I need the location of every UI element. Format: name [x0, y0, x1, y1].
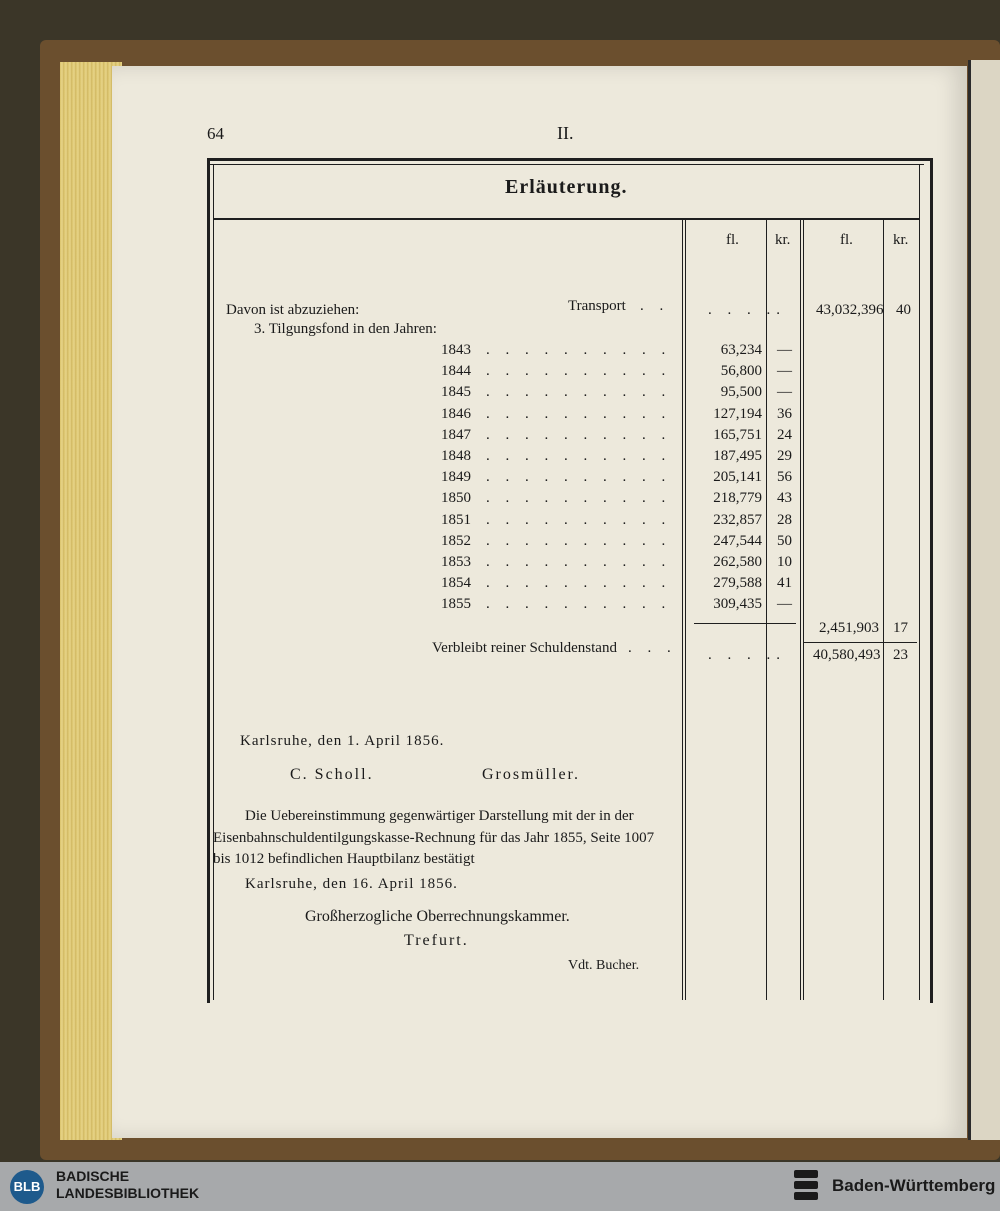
year-fl: 165,751	[713, 427, 762, 443]
year-fl: 279,588	[713, 575, 762, 591]
year-label: 1848	[441, 448, 471, 464]
blb-name-line-2: LANDESBIBLIOTHEK	[56, 1185, 200, 1201]
year-dots: . . . . . . . . . .	[486, 448, 672, 464]
year-label: 1849	[441, 469, 471, 485]
signer-scholl: C. Scholl.	[290, 766, 374, 783]
year-kr: 36	[777, 406, 792, 422]
year-kr: 28	[777, 512, 792, 528]
year-fl: 56,800	[720, 363, 762, 379]
subtotal-rule	[694, 623, 796, 624]
col-header-fl-1: fl.	[726, 232, 739, 248]
year-dots: . . . . . . . . . .	[486, 490, 672, 506]
year-dots: . . . . . . . . . .	[486, 575, 672, 591]
year-dots: . . . . . . . . . .	[486, 363, 672, 379]
year-fl: 95,500	[720, 384, 762, 400]
section-number: II.	[557, 123, 574, 143]
remaining-kr: 23	[893, 647, 908, 663]
place-date-1: Karlsruhe, den 1. April 1856.	[240, 733, 445, 749]
year-kr: 41	[777, 575, 792, 591]
year-kr: 29	[777, 448, 792, 464]
transport-label: Transport	[568, 298, 626, 314]
year-label: 1855	[441, 596, 471, 612]
col-divider-3	[800, 220, 801, 1000]
baden-wuerttemberg-label[interactable]: Baden-Württemberg	[832, 1176, 996, 1195]
page-number: 64	[207, 124, 224, 143]
subtotal-kr: 17	[893, 620, 908, 636]
year-kr: 24	[777, 427, 792, 443]
col-header-kr-1: kr.	[775, 232, 791, 248]
col-header-fl-2: fl.	[840, 232, 853, 248]
year-kr: —	[777, 384, 792, 400]
col-divider-3b	[803, 220, 804, 1000]
inner-top-rule	[210, 164, 924, 165]
blb-name[interactable]	[56, 1168, 199, 1202]
place-date-2: Karlsruhe, den 16. April 1856.	[245, 876, 458, 892]
confirmation-line-3: bis 1012 befindlichen Hauptbilanz bestätigt	[213, 851, 475, 867]
year-kr: —	[777, 363, 792, 379]
year-label: 1854	[441, 575, 471, 591]
year-label: 1846	[441, 406, 471, 422]
confirmation-line-1: Die Uebereinstimmung gegenwärtiger Darstellung mit der in der	[245, 808, 634, 824]
year-kr: 50	[777, 533, 792, 549]
year-label: 1843	[441, 342, 471, 358]
year-label: 1852	[441, 533, 471, 549]
year-dots: . . . . . . . . . .	[486, 384, 672, 400]
signer-grosmueller: Grosmüller.	[482, 766, 580, 783]
year-dots: . . . . . . . . . .	[486, 427, 672, 443]
signer-trefurt: Trefurt.	[404, 932, 469, 949]
col-header-kr-2: kr.	[893, 232, 909, 248]
transport-dots-2: . . . ..	[708, 302, 786, 318]
year-dots: . . . . . . . . . .	[486, 596, 672, 612]
year-fl: 63,234	[720, 342, 762, 358]
signer-bucher: Vdt. Bucher.	[568, 958, 640, 973]
year-fl: 309,435	[713, 596, 762, 612]
year-fl: 247,544	[713, 533, 762, 549]
baden-wuerttemberg-lions-icon	[792, 1168, 820, 1202]
year-kr: 10	[777, 554, 792, 570]
col-divider-2	[766, 220, 767, 1000]
year-dots: . . . . . . . . . .	[486, 554, 672, 570]
intro-line-2: 3. Tilgungsfond in den Jahren:	[254, 321, 437, 337]
year-dots: . . . . . . . . . .	[486, 533, 672, 549]
year-fl: 127,194	[713, 406, 762, 422]
remaining-fl: 40,580,493	[813, 647, 881, 663]
remaining-label: Verbleibt reiner Schuldenstand	[432, 640, 617, 656]
year-fl: 218,779	[713, 490, 762, 506]
year-label: 1850	[441, 490, 471, 506]
transport-fl: 43,032,396	[816, 302, 884, 318]
remaining-dots-2: . . . ..	[708, 647, 786, 663]
year-fl: 262,580	[713, 554, 762, 570]
year-label: 1851	[441, 512, 471, 528]
year-kr: 43	[777, 490, 792, 506]
inner-right-rule	[919, 164, 920, 1000]
col-divider-4	[883, 220, 884, 1000]
year-kr: —	[777, 342, 792, 358]
remaining-rule	[804, 642, 917, 643]
year-fl: 187,495	[713, 448, 762, 464]
col-divider-1	[682, 220, 683, 1000]
year-dots: . . . . . . . . . .	[486, 406, 672, 422]
title-rule	[213, 218, 920, 220]
subtotal-fl: 2,451,903	[819, 620, 879, 636]
remaining-dots: . . .	[628, 640, 677, 656]
intro-line-1: Davon ist abzuziehen:	[226, 302, 360, 318]
year-kr: 56	[777, 469, 792, 485]
authority: Großherzogliche Oberrechnungskammer.	[305, 908, 570, 925]
year-fl: 205,141	[713, 469, 762, 485]
blb-logo[interactable]: BLB	[10, 1170, 44, 1204]
year-label: 1845	[441, 384, 471, 400]
year-fl: 232,857	[713, 512, 762, 528]
year-dots: . . . . . . . . . .	[486, 512, 672, 528]
year-kr: —	[777, 596, 792, 612]
blb-name-line-1: BADISCHE	[56, 1168, 130, 1184]
col-divider-1b	[685, 220, 686, 1000]
confirmation-line-2: Eisenbahnschuldentilgungskasse-Rechnung für das Jahr 1855, Seite 1007	[213, 830, 655, 846]
inner-left-rule	[213, 164, 214, 1000]
transport-dots: . .	[640, 298, 670, 314]
year-label: 1847	[441, 427, 471, 443]
year-label: 1853	[441, 554, 471, 570]
transport-kr: 40	[896, 302, 911, 318]
year-label: 1844	[441, 363, 471, 379]
table-title: Erläuterung.	[505, 176, 628, 198]
next-page-edge	[968, 60, 1000, 1140]
year-dots: . . . . . . . . . .	[486, 342, 672, 358]
year-dots: . . . . . . . . . .	[486, 469, 672, 485]
